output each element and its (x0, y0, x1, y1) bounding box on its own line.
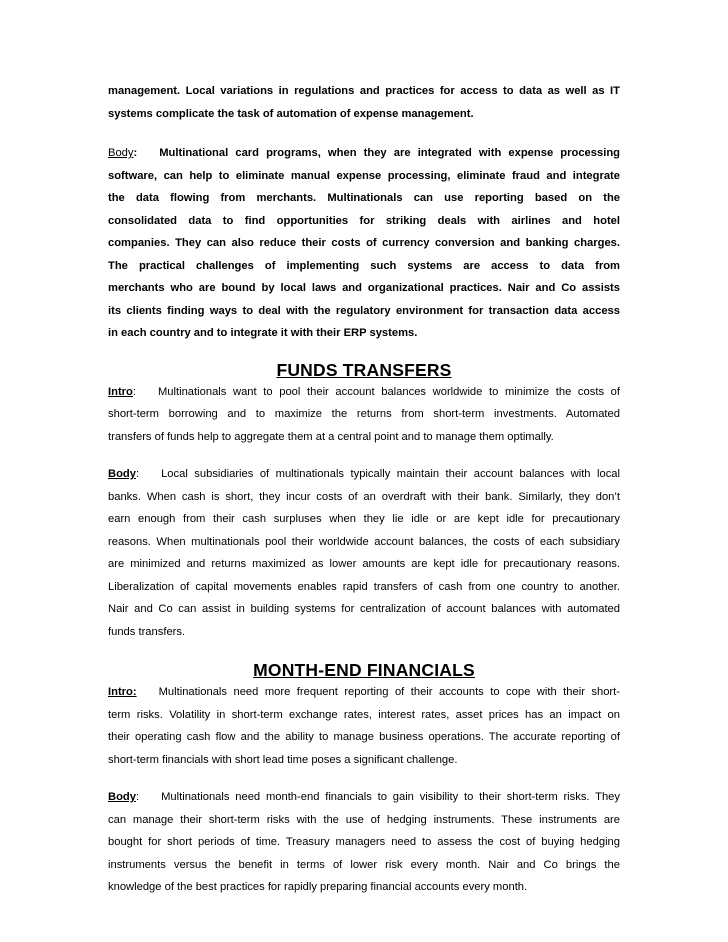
text-line (108, 142, 620, 165)
month-end-body-paragraph (108, 786, 620, 899)
top-paragraph (108, 80, 620, 125)
body-paragraph-card-programs (108, 142, 620, 345)
text-line: transfers of funds help to aggregate them at a central point and to manage them optimally. (108, 430, 554, 443)
document-page (108, 80, 620, 899)
text-line: banks. When cash is short, they incur costs of an overdraft with their bank. Similarly, they don’t (108, 490, 620, 503)
month-end-intro-paragraph (108, 681, 620, 771)
text-line: its clients finding ways to deal with the regulatory environment for transaction data access (108, 304, 620, 317)
body-label: Body (108, 147, 134, 159)
text-line: their operating cash flow and the ability to manage business operations. The accurate reporting of (108, 731, 620, 743)
section-heading-month-end-financials: MONTH-END FINANCIALS (253, 660, 475, 680)
text-line: knowledge of the best practices for rapidly preparing financial accounts every month. (108, 881, 528, 893)
text-span: Multinationals need more frequent reporting of their accounts to cope with their short- (158, 686, 620, 698)
text-line (108, 786, 620, 809)
text-line: companies. They can also reduce their costs of currency conversion and banking charges. (108, 237, 620, 249)
body-label: Body (108, 791, 136, 803)
text-span: Local subsidiaries of multinationals typically maintain their account balances with local (161, 468, 620, 480)
text-line: the data flowing from merchants. Multinationals can use reporting based on the (108, 192, 620, 204)
text-span: Multinational card programs, when they are integrated with expense processing (159, 147, 620, 159)
text-line: term risks. Volatility in short-term exchange rates, interest rates, asset prices has an impact on (108, 708, 620, 721)
text-line: software, can help to eliminate manual expense processing, eliminate fraud and integrate (108, 169, 620, 182)
text-line: in each country and to integrate it with their ERP systems. (108, 327, 418, 339)
text-line: reasons. When multinationals pool their worldwide account balances, the costs of each subsidiary (108, 535, 620, 548)
text-line: consolidated data to find opportunities for striking deals with airlines and hotel (108, 214, 620, 227)
body-colon: : (135, 791, 140, 803)
body-colon: : (133, 147, 138, 159)
intro-label: Intro: (108, 686, 137, 698)
text-line: short-term borrowing and to maximize the returns from short-term investments. Automated (108, 408, 620, 420)
funds-intro-paragraph (108, 381, 620, 449)
text-line: Nair and Co can assist in building systems for centralization of account balances with automated (108, 603, 620, 615)
text-line: bought for short periods of time. Treasury managers need to assess the cost of buying hedging (108, 836, 620, 848)
body-label: Body (108, 468, 136, 480)
text-line: Liberalization of capital movements enables rapid transfers of cash from one country to another. (108, 580, 620, 593)
funds-body-paragraph (108, 463, 620, 643)
intro-label: Intro (108, 385, 133, 398)
text-line (108, 681, 620, 704)
text-span: Multinationals want to pool their account balances worldwide to minimize the costs of (157, 385, 620, 398)
text-line (108, 381, 620, 404)
text-line: systems complicate the task of automation of expense management. (108, 107, 474, 120)
text-span: Multinationals need month-end financials to gain visibility to their short-term risks. They (161, 791, 620, 803)
section-heading-funds-transfers: FUNDS TRANSFERS (276, 359, 452, 380)
text-line (108, 463, 620, 486)
text-line: earn enough from their cash surpluses when they lie idle or are kept idle for precautionary (108, 513, 620, 525)
text-line: short-term financials with short lead time poses a significant challenge. (108, 753, 458, 766)
body-colon: : (135, 468, 140, 480)
text-line: The practical challenges of implementing such systems are access to data from (108, 259, 620, 272)
text-line: are minimized and returns maximized as lower amounts are kept idle for precautionary reasons. (108, 558, 620, 570)
text-line: instruments versus the benefit in terms of lower risk every month. Nair and Co brings the (108, 858, 620, 871)
intro-colon: : (132, 385, 136, 398)
text-line: management. Local variations in regulations and practices for access to data as well as IT (108, 85, 620, 97)
text-line: can manage their short-term risks with the use of hedging instruments. These instruments are (108, 813, 620, 826)
text-line: merchants who are bound by local laws and organizational practices. Nair and Co assists (108, 282, 620, 294)
text-line: funds transfers. (108, 625, 186, 638)
